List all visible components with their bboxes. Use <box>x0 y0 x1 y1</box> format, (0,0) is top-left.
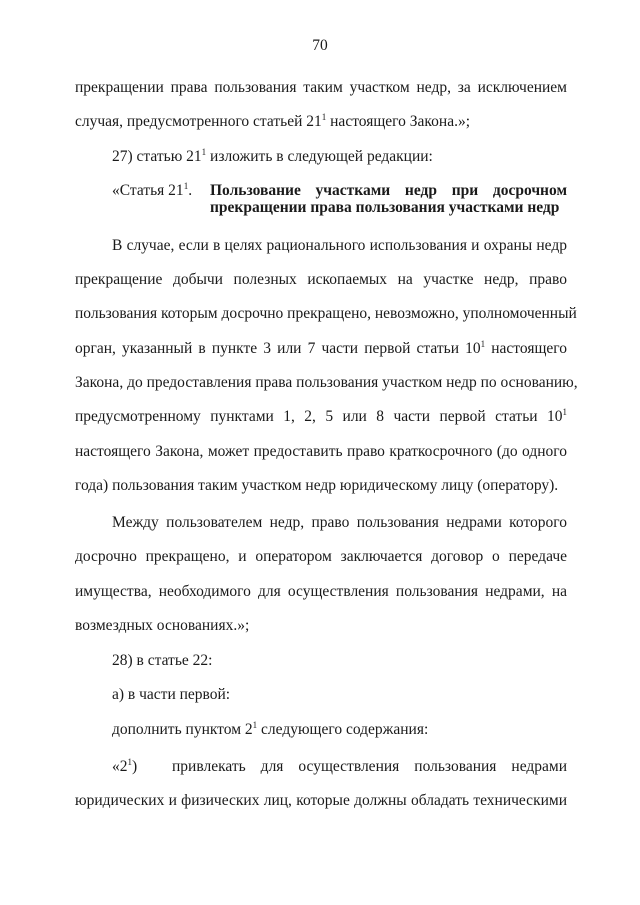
paragraph-line: пользования которым досрочно прекращено, невозможно, уполномоченный <box>75 305 577 322</box>
paragraph-line: года) пользования таким участком недр юридическому лицу (оператору). <box>75 477 559 494</box>
list-item-28: 28) в статье 22: <box>112 652 213 669</box>
paragraph-line: прекращении права пользования таким участком недр, за исключением <box>75 79 567 96</box>
paragraph-line: орган, указанный в пункте 3 или 7 части первой статьи $10^1$ настоящего <box>75 339 567 357</box>
article-label: «Статья $21^1$. <box>112 181 193 199</box>
point-marker: «$2^1$) <box>112 757 138 775</box>
paragraph-line: случая, предусмотренного статьей $21^1$ настоящего Закона.»; <box>75 112 471 130</box>
paragraph-line: Между пользователем недр, право пользования недрами которого <box>112 514 567 531</box>
paragraph-line: Закона, до предоставления права пользования участком недр по основанию, <box>75 374 578 391</box>
article-title-line: прекращении права пользования участками недр <box>210 199 560 216</box>
paragraph-line: досрочно прекращено, и оператором заключается договор о передаче <box>75 548 567 565</box>
paragraph-line: предусмотренному пунктами 1, 2, 5 или 8 части первой статьи $10^1$ <box>75 407 567 425</box>
paragraph-line: прекращение добычи полезных ископаемых на участке недр, право <box>75 271 567 288</box>
sub-item-a: а) в части первой: <box>112 686 231 703</box>
paragraph-line: настоящего Закона, может предоставить право краткосрочного (до одного <box>75 443 567 460</box>
paragraph-line: юридических и физических лиц, которые должны обладать техническими <box>75 792 567 809</box>
paragraph-line: имущества, необходимого для осуществления пользования недрами, на <box>75 583 567 600</box>
paragraph-line: В случае, если в целях рационального использования и охраны недр <box>112 237 567 254</box>
page-number: 70 <box>312 37 328 54</box>
article-title-line: Пользование участками недр при досрочном <box>210 182 567 199</box>
paragraph-line: привлекать для осуществления пользования недрами <box>172 758 567 775</box>
list-item-27: 27) статью $21^1$ изложить в следующей редакции: <box>112 147 433 165</box>
supplement-instruction: дополнить пунктом $2^1$ следующего содержания: <box>112 720 429 738</box>
paragraph-line: возмездных основаниях.»; <box>75 617 250 634</box>
